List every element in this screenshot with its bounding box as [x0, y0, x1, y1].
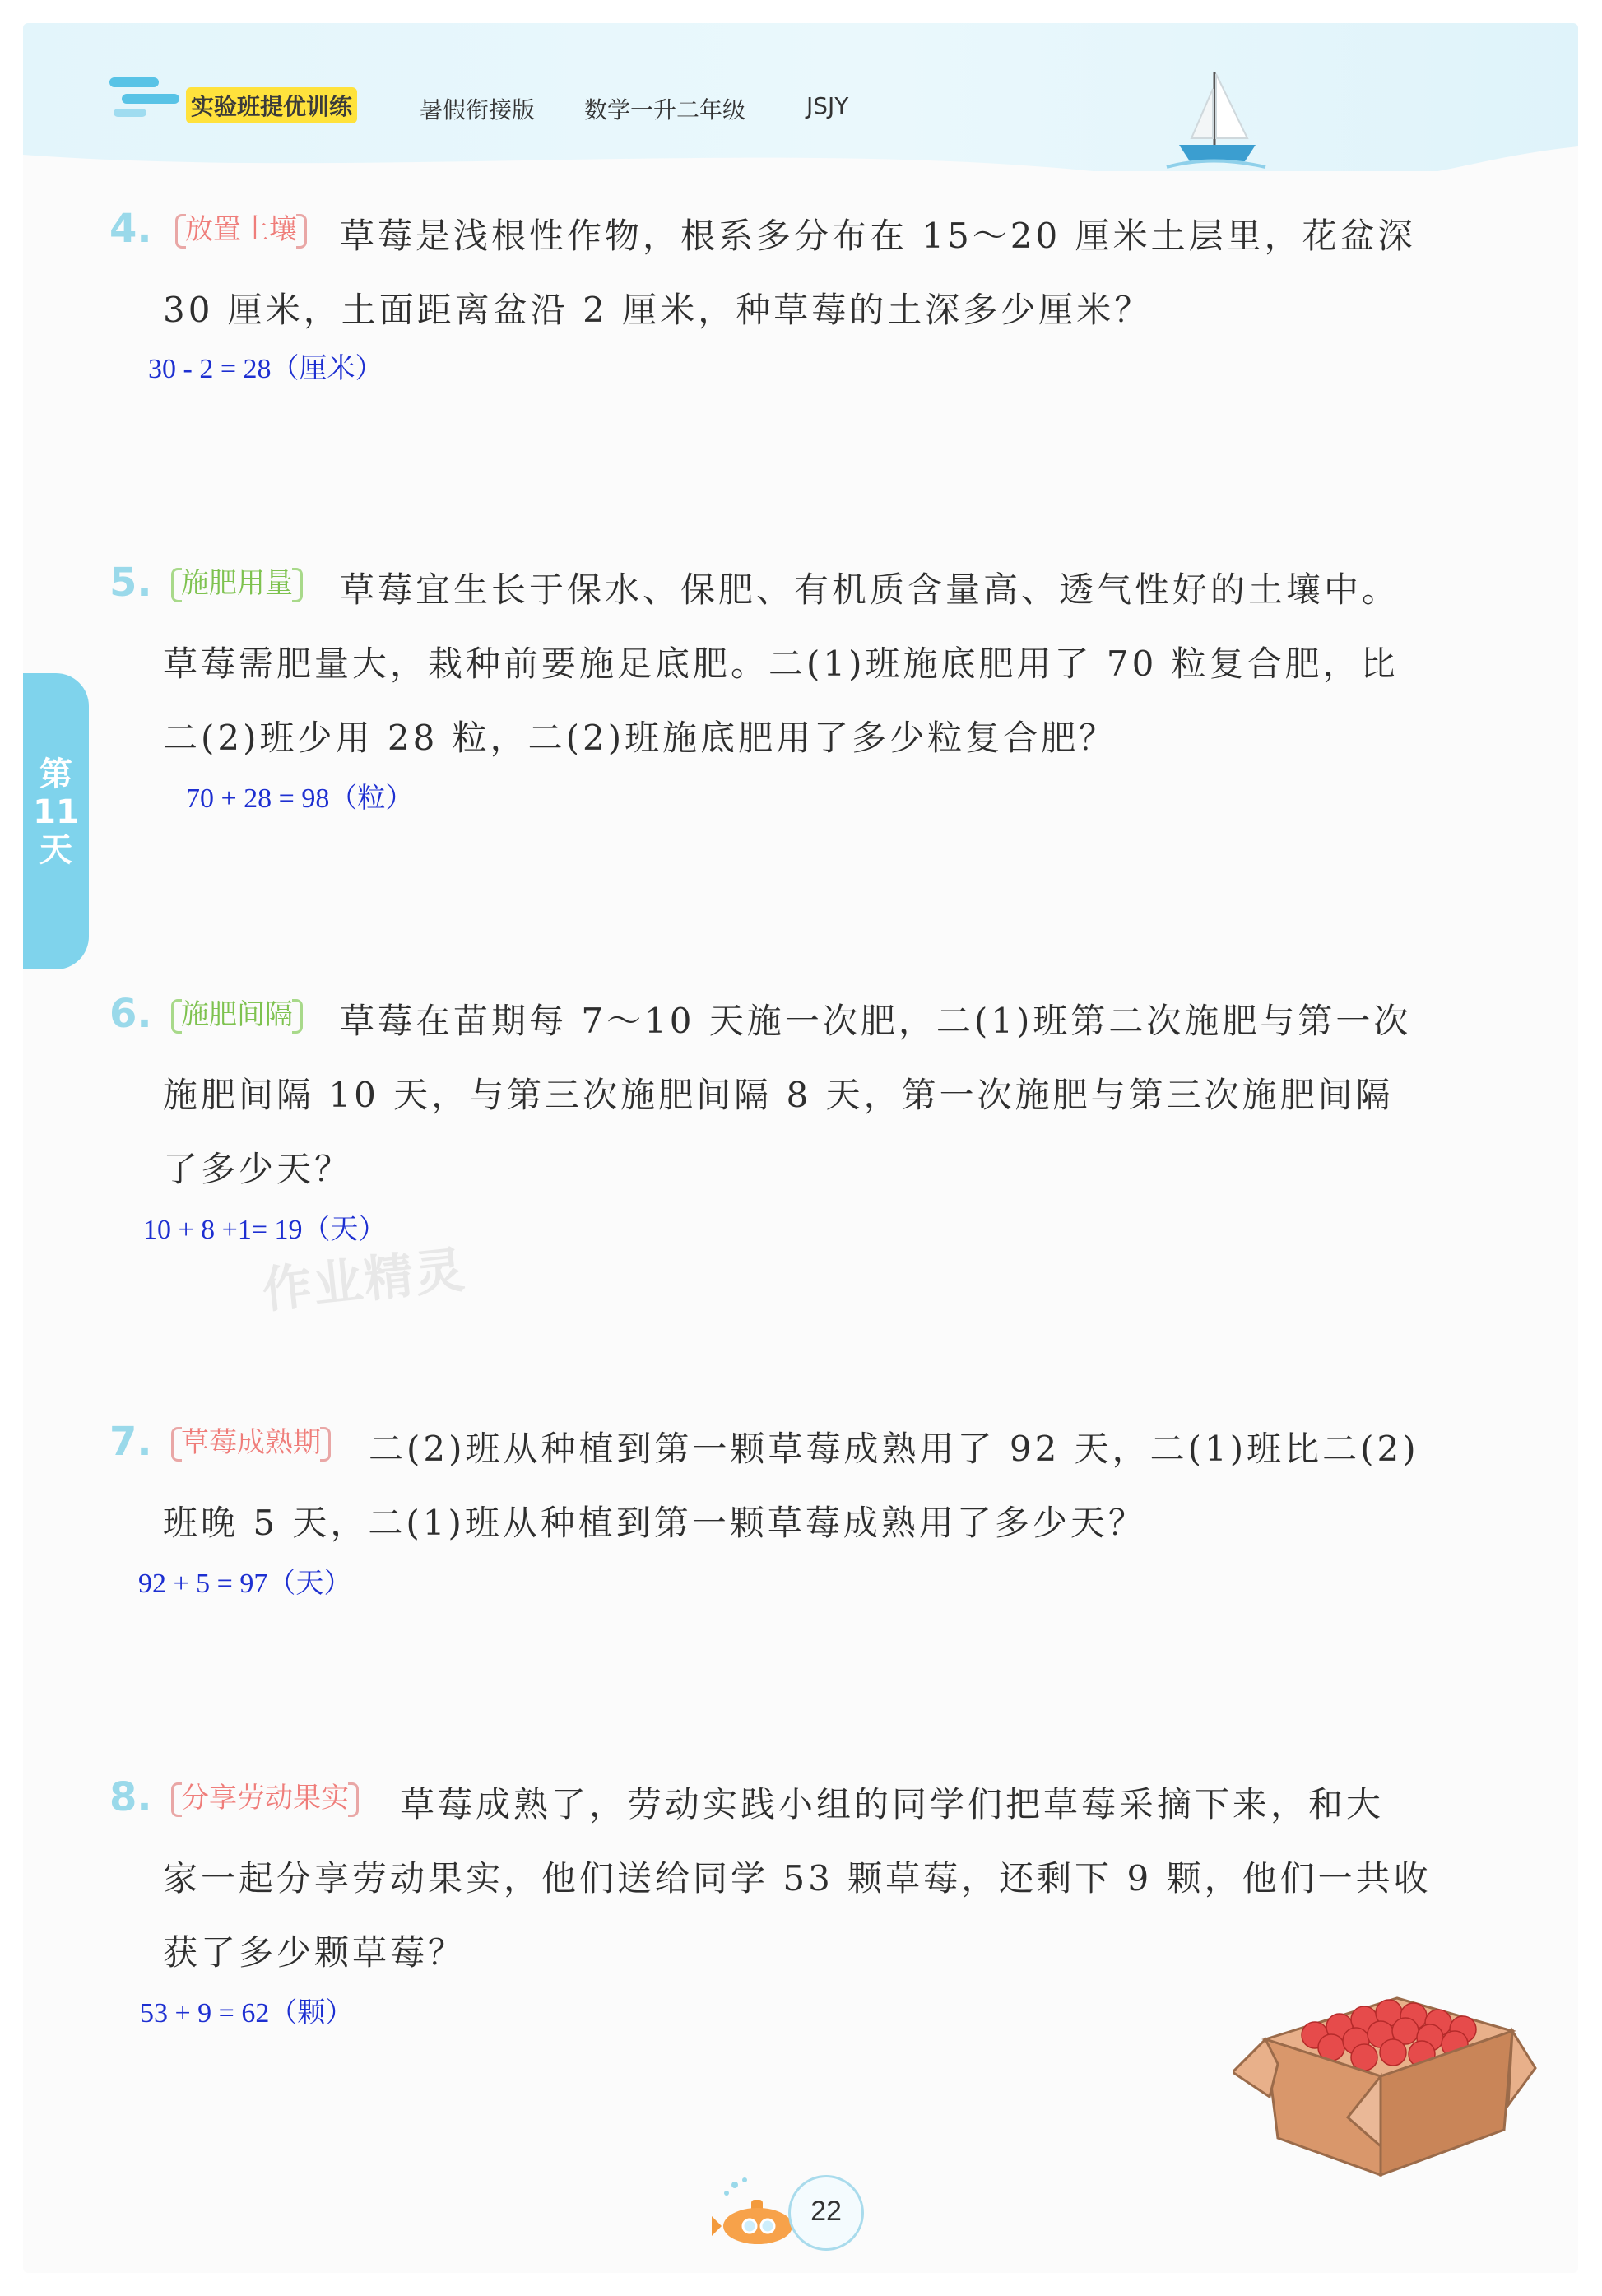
day-side-label: 第11天 [33, 755, 79, 869]
page [23, 23, 1578, 2273]
problem-tag: 施肥间隔 [171, 996, 303, 1034]
subject-label: 数学一升二年级 [584, 96, 746, 123]
problem-text-line: 二(2)班从种植到第一颗草莓成熟用了 92 天，二(1)班比二(2) [369, 1429, 1419, 1469]
problem-text-line: 家一起分享劳动果实，他们送给同学 53 颗草莓，还剩下 9 颗，他们一共收 [163, 1858, 1432, 1899]
problem-tag: 施肥用量 [171, 565, 303, 602]
problem-text-line: 了多少天？ [163, 1149, 353, 1189]
handwritten-answer: 30 - 2 = 28（厘米） [148, 354, 383, 384]
problem-number: 4. [109, 206, 152, 252]
problem-text-line: 草莓成熟了，劳动实践小组的同学们把草莓采摘下来，和大 [400, 1784, 1385, 1824]
sailboat-icon [1150, 56, 1274, 179]
header-wave [23, 146, 1578, 196]
edition-label: 暑假衔接版 [420, 96, 536, 123]
submarine-icon [710, 2175, 801, 2253]
series-logo-icon [109, 71, 183, 120]
handwritten-answer: 53 + 9 = 62（颗） [140, 1998, 354, 2029]
publisher-label: JSJY [806, 92, 849, 119]
problem-text-line: 施肥间隔 10 天，与第三次施肥间隔 8 天，第一次施肥与第三次施肥间隔 [163, 1075, 1394, 1115]
series-title: 实验班提优训练 [186, 87, 357, 123]
problem-text-line: 草莓宜生长于保水、保肥、有机质含量高、透气性好的土壤中。 [340, 569, 1400, 610]
problem-number: 6. [109, 991, 152, 1037]
problem-text-line: 30 厘米，土面距离盆沿 2 厘米，种草莓的土深多少厘米？ [163, 290, 1153, 330]
problem-number: 7. [109, 1419, 152, 1465]
handwritten-answer: 70 + 28 = 98（粒） [186, 783, 414, 814]
problem-text-line: 获了多少颗草莓？ [163, 1932, 467, 1973]
problem-number: 8. [109, 1774, 152, 1820]
problem-text-line: 草莓是浅根性作物，根系多分布在 15～20 厘米土层里，花盆深 [340, 216, 1416, 256]
handwritten-answer: 10 + 8 +1= 19（天） [143, 1215, 387, 1245]
page-number: 22 [810, 2196, 842, 2227]
watermark: 作业精灵 [259, 1241, 469, 1320]
problem-tag: 分享劳动果实 [171, 1779, 359, 1817]
handwritten-answer: 92 + 5 = 97（天） [138, 1569, 352, 1599]
problem-tag: 放置土壤 [175, 211, 307, 249]
problem-text-line: 二(2)班少用 28 粒，二(2)班施底肥用了多少粒复合肥？ [163, 718, 1117, 758]
strawberry-box-illustration [1233, 1982, 1537, 2187]
problem-text-line: 班晚 5 天，二(1)班从种植到第一颗草莓成熟用了多少天？ [163, 1503, 1146, 1543]
problem-tag: 草莓成熟期 [171, 1424, 331, 1462]
problem-text-line: 草莓需肥量大，栽种前要施足底肥。二(1)班施底肥用了 70 粒复合肥，比 [163, 644, 1399, 684]
problem-number: 5. [109, 560, 152, 606]
problem-text-line: 草莓在苗期每 7～10 天施一次肥，二(1)班第二次施肥与第一次 [340, 1001, 1412, 1041]
